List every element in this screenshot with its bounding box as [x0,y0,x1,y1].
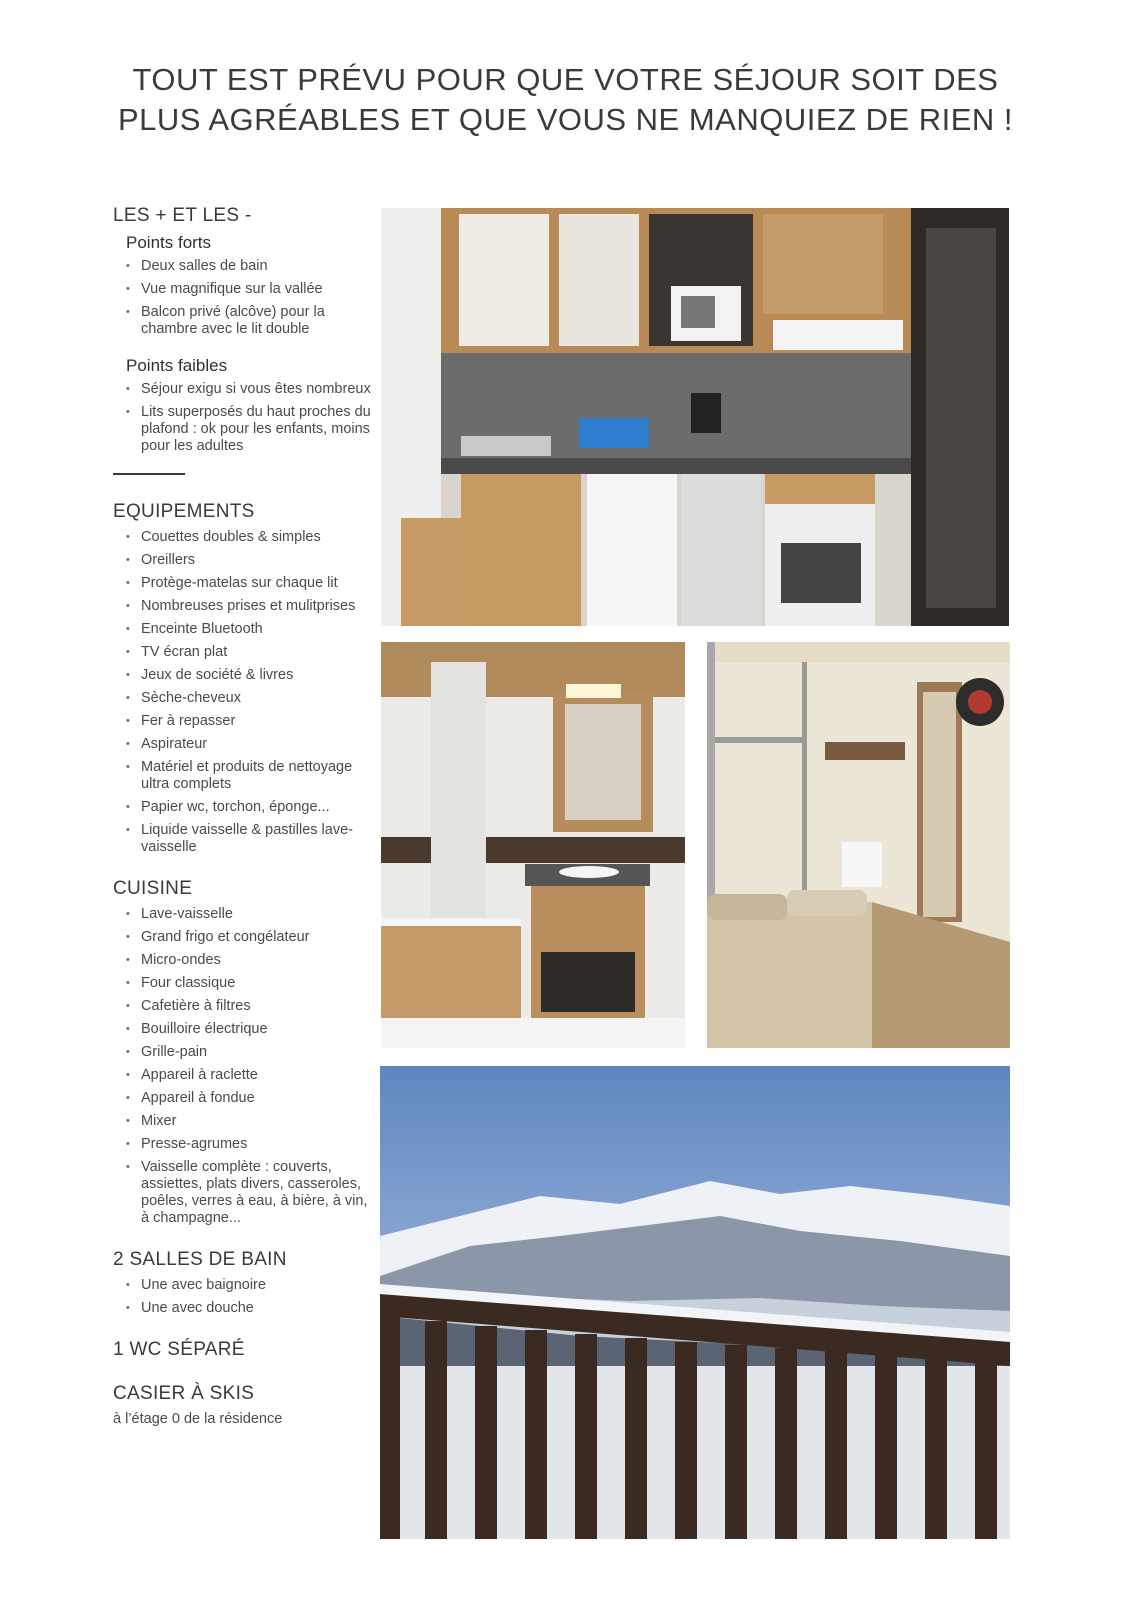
page-headline [60,60,1071,140]
list-item: • Matériel et produits de nettoyage ultra complets [126,759,378,793]
kitchen-list [113,906,378,1227]
strengths-title: Points forts [126,233,212,252]
pros-cons-title: LES + ET LES - [113,205,252,226]
kitchen-title: CUISINE [113,878,193,899]
bathrooms-list [113,1277,378,1317]
list-item: • Oreillers [126,552,378,569]
ski-locker-note: à l’étage 0 de la résidence [113,1411,283,1427]
list-item: • Protège-matelas sur chaque lit [126,575,378,592]
list-item: • Lave-vaisselle [126,906,378,923]
list-item: • Vaisselle complète : couverts, assiettes, plats divers, casseroles, poêles, verres à eau, à bière, à vin, à champagne... [126,1159,378,1227]
list-item: • Micro-ondes [126,952,378,969]
wc-title: 1 WC SÉPARÉ [113,1339,245,1360]
list-item: • Couettes doubles & simples [126,529,378,546]
list-item: • Appareil à raclette [126,1067,378,1084]
list-item: • Aspirateur [126,736,378,753]
list-item: • Mixer [126,1113,378,1130]
list-item: • Lits superposés du haut proches du plafond : ok pour les enfants, moins pour les adultes [126,404,378,455]
list-item: • Séjour exigu si vous êtes nombreux [126,381,378,398]
kitchen-photo [381,208,1009,626]
list-item: • Bouilloire électrique [126,1021,378,1038]
list-item: • Cafetière à filtres [126,998,378,1015]
list-item: • Sèche-cheveux [126,690,378,707]
ski-locker-title: CASIER À SKIS [113,1383,255,1404]
list-item: • Grand frigo et congélateur [126,929,378,946]
headline-line-1: TOUT EST PRÉVU POUR QUE VOTRE SÉJOUR SOIT DES [132,62,999,97]
bedroom-photo [707,642,1010,1048]
headline-line-2: PLUS AGRÉABLES ET QUE VOUS NE MANQUIEZ DE RIEN ! [117,102,1014,137]
equipment-list [113,529,378,856]
mountain-view-photo [380,1066,1010,1539]
list-item: • Four classique [126,975,378,992]
list-item: • Enceinte Bluetooth [126,621,378,638]
weaknesses-list [113,381,378,455]
list-item: • Papier wc, torchon, éponge... [126,799,378,816]
section-divider [113,473,185,475]
strengths-list [113,258,378,338]
list-item: • TV écran plat [126,644,378,661]
amenities-sidebar [113,205,378,1427]
list-item: • Vue magnifique sur la vallée [126,281,378,298]
bathrooms-title: 2 SALLES DE BAIN [113,1249,287,1270]
list-item: • Une avec baignoire [126,1277,378,1294]
list-item: • Presse-agrumes [126,1136,378,1153]
list-item: • Jeux de société & livres [126,667,378,684]
list-item: • Deux salles de bain [126,258,378,275]
list-item: • Nombreuses prises et mulitprises [126,598,378,615]
equipment-title: EQUIPEMENTS [113,501,255,522]
list-item: • Liquide vaisselle & pastilles lave-vaisselle [126,822,378,856]
weaknesses-title: Points faibles [126,356,228,375]
list-item: • Grille-pain [126,1044,378,1061]
list-item: • Balcon privé (alcôve) pour la chambre avec le lit double [126,304,378,338]
list-item: • Une avec douche [126,1300,378,1317]
bathroom-photo [381,642,685,1048]
list-item: • Fer à repasser [126,713,378,730]
list-item: • Appareil à fondue [126,1090,378,1107]
